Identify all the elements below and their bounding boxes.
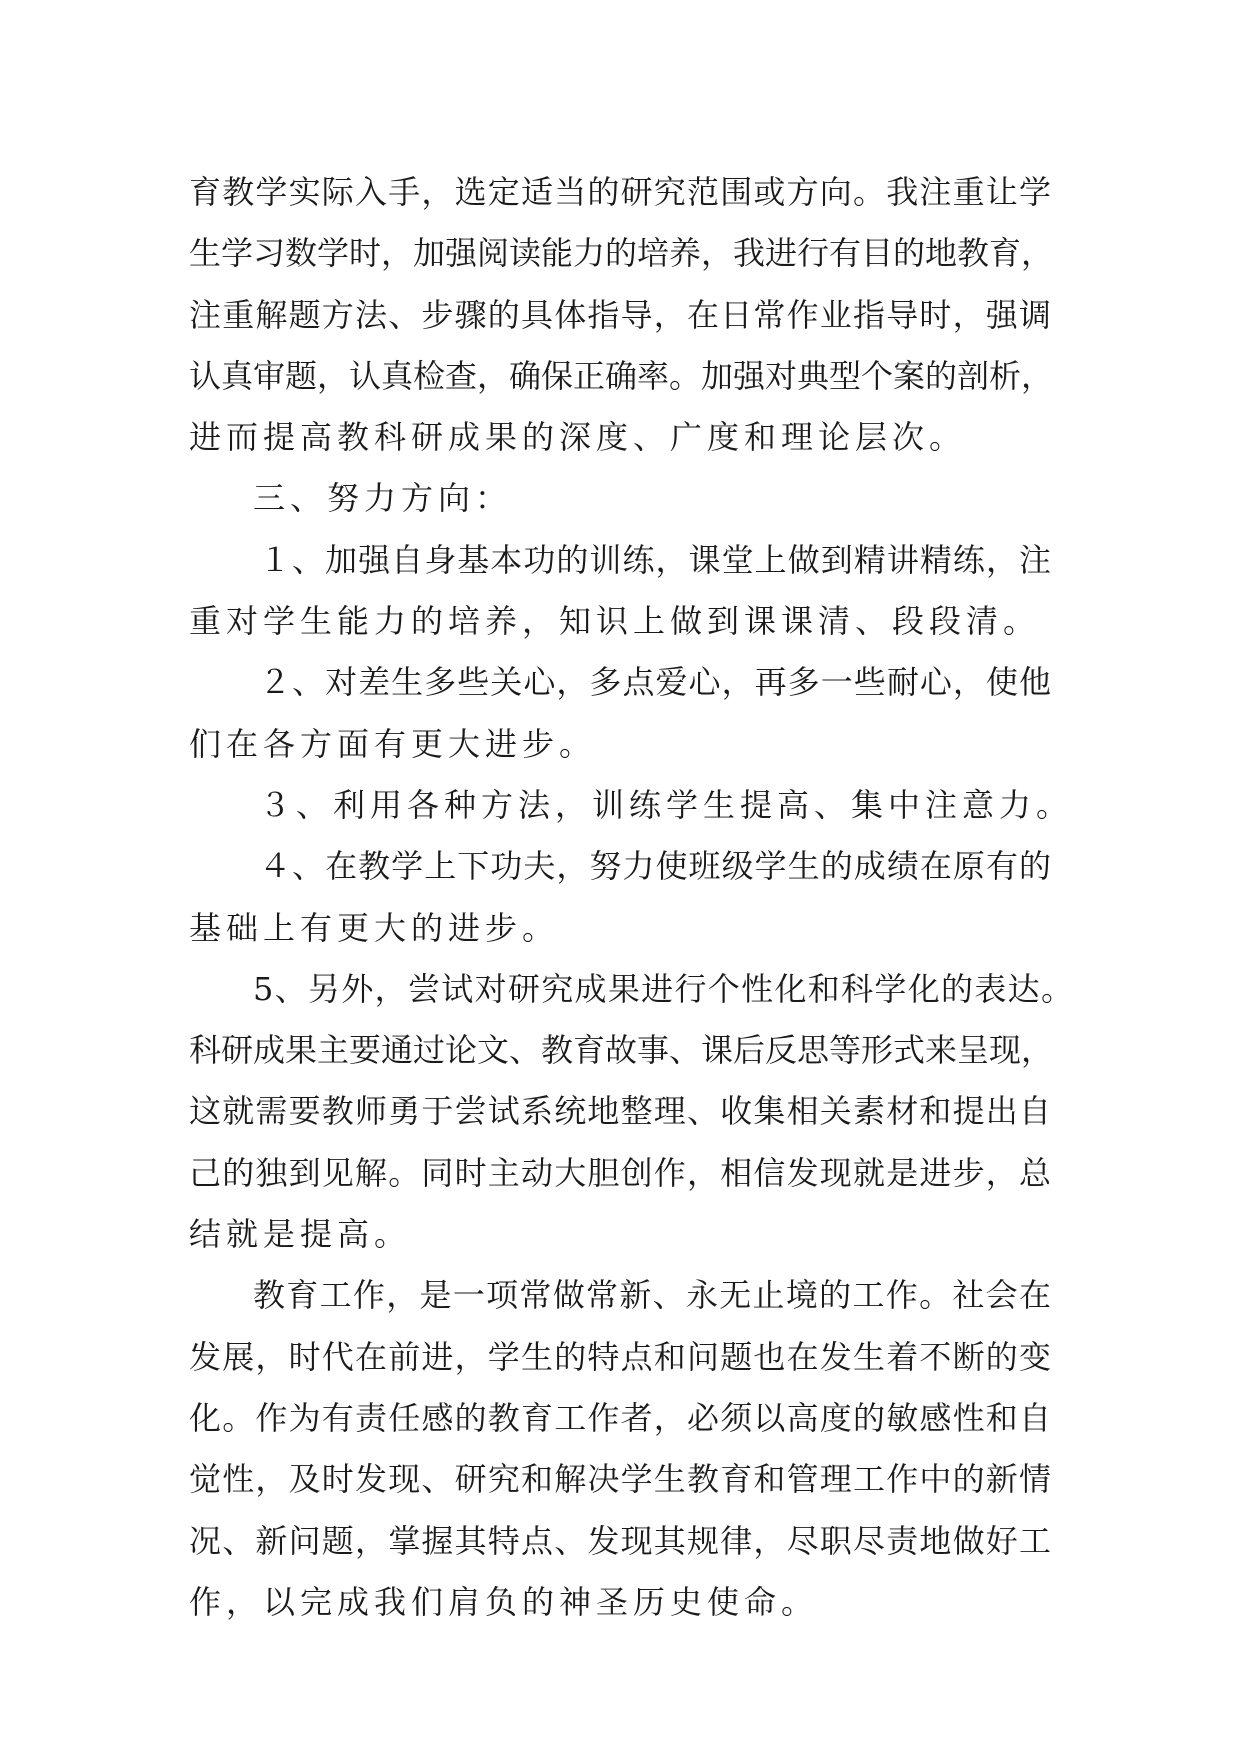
text-line: 们在各方面有更大进步。 [189,724,597,763]
text-line: 觉性，及时发现、研究和解决学生教育和管理工作中的新情 [189,1460,1051,1499]
section-heading: 三、努力方向： [253,479,513,518]
list-item-line: ２、对差生多些关心，多点爱心，再多一些耐心，使他 [259,663,1051,702]
list-item-line: ４、在教学上下功夫，努力使班级学生的成绩在原有的 [259,847,1051,886]
list-item-line: ３、利用各种方法，训练学生提高、集中注意力。 [259,785,1074,824]
text-line: 作，以完成我们肩负的神圣历史使命。 [189,1582,819,1621]
text-line: 重对学生能力的培养，知识上做到课课清、段段清。 [189,602,1041,641]
text-line: 况、新问题，掌握其特点、发现其规律，尽职尽责地做好工 [189,1521,1051,1560]
text-line: 注重解题方法、步骤的具体指导，在日常作业指导时，强调 [189,295,1051,334]
list-item-line: 5、另外，尝试对研究成果进行个性化和科学化的表达。 [253,969,1073,1008]
paragraph-start-line: 教育工作，是一项常做常新、永无止境的工作。社会在 [253,1276,1051,1315]
text-line: 认真审题，认真检查，确保正确率。加强对典型个案的剖析， [189,356,1054,395]
text-line: 育教学实际入手，选定适当的研究范围或方向。我注重让学 [189,173,1051,211]
text-line: 基础上有更大的进步。 [189,908,560,947]
text-line: 进而提高教科研成果的深度、广度和理论层次。 [189,418,967,457]
text-line: 科研成果主要通过论文、教育故事、课后反思等形式来呈现， [189,1031,1054,1070]
text-line: 这就需要教师勇于尝试系统地整理、收集相关素材和提出自 [189,1092,1051,1131]
text-line: 己的独到见解。同时主动大胆创作，相信发现就是进步，总 [189,1153,1051,1192]
list-item-line: １、加强自身基本功的训练，课堂上做到精讲精练，注 [259,540,1051,579]
text-line: 化。作为有责任感的教育工作者，必须以高度的敏感性和自 [189,1398,1051,1437]
text-line: 生学习数学时，加强阅读能力的培养，我进行有目的地教育， [189,234,1054,273]
text-line: 发展，时代在前进，学生的特点和问题也在发生着不断的变 [189,1337,1051,1376]
document-body [189,162,1074,1633]
text-line: 结就是提高。 [189,1215,412,1254]
